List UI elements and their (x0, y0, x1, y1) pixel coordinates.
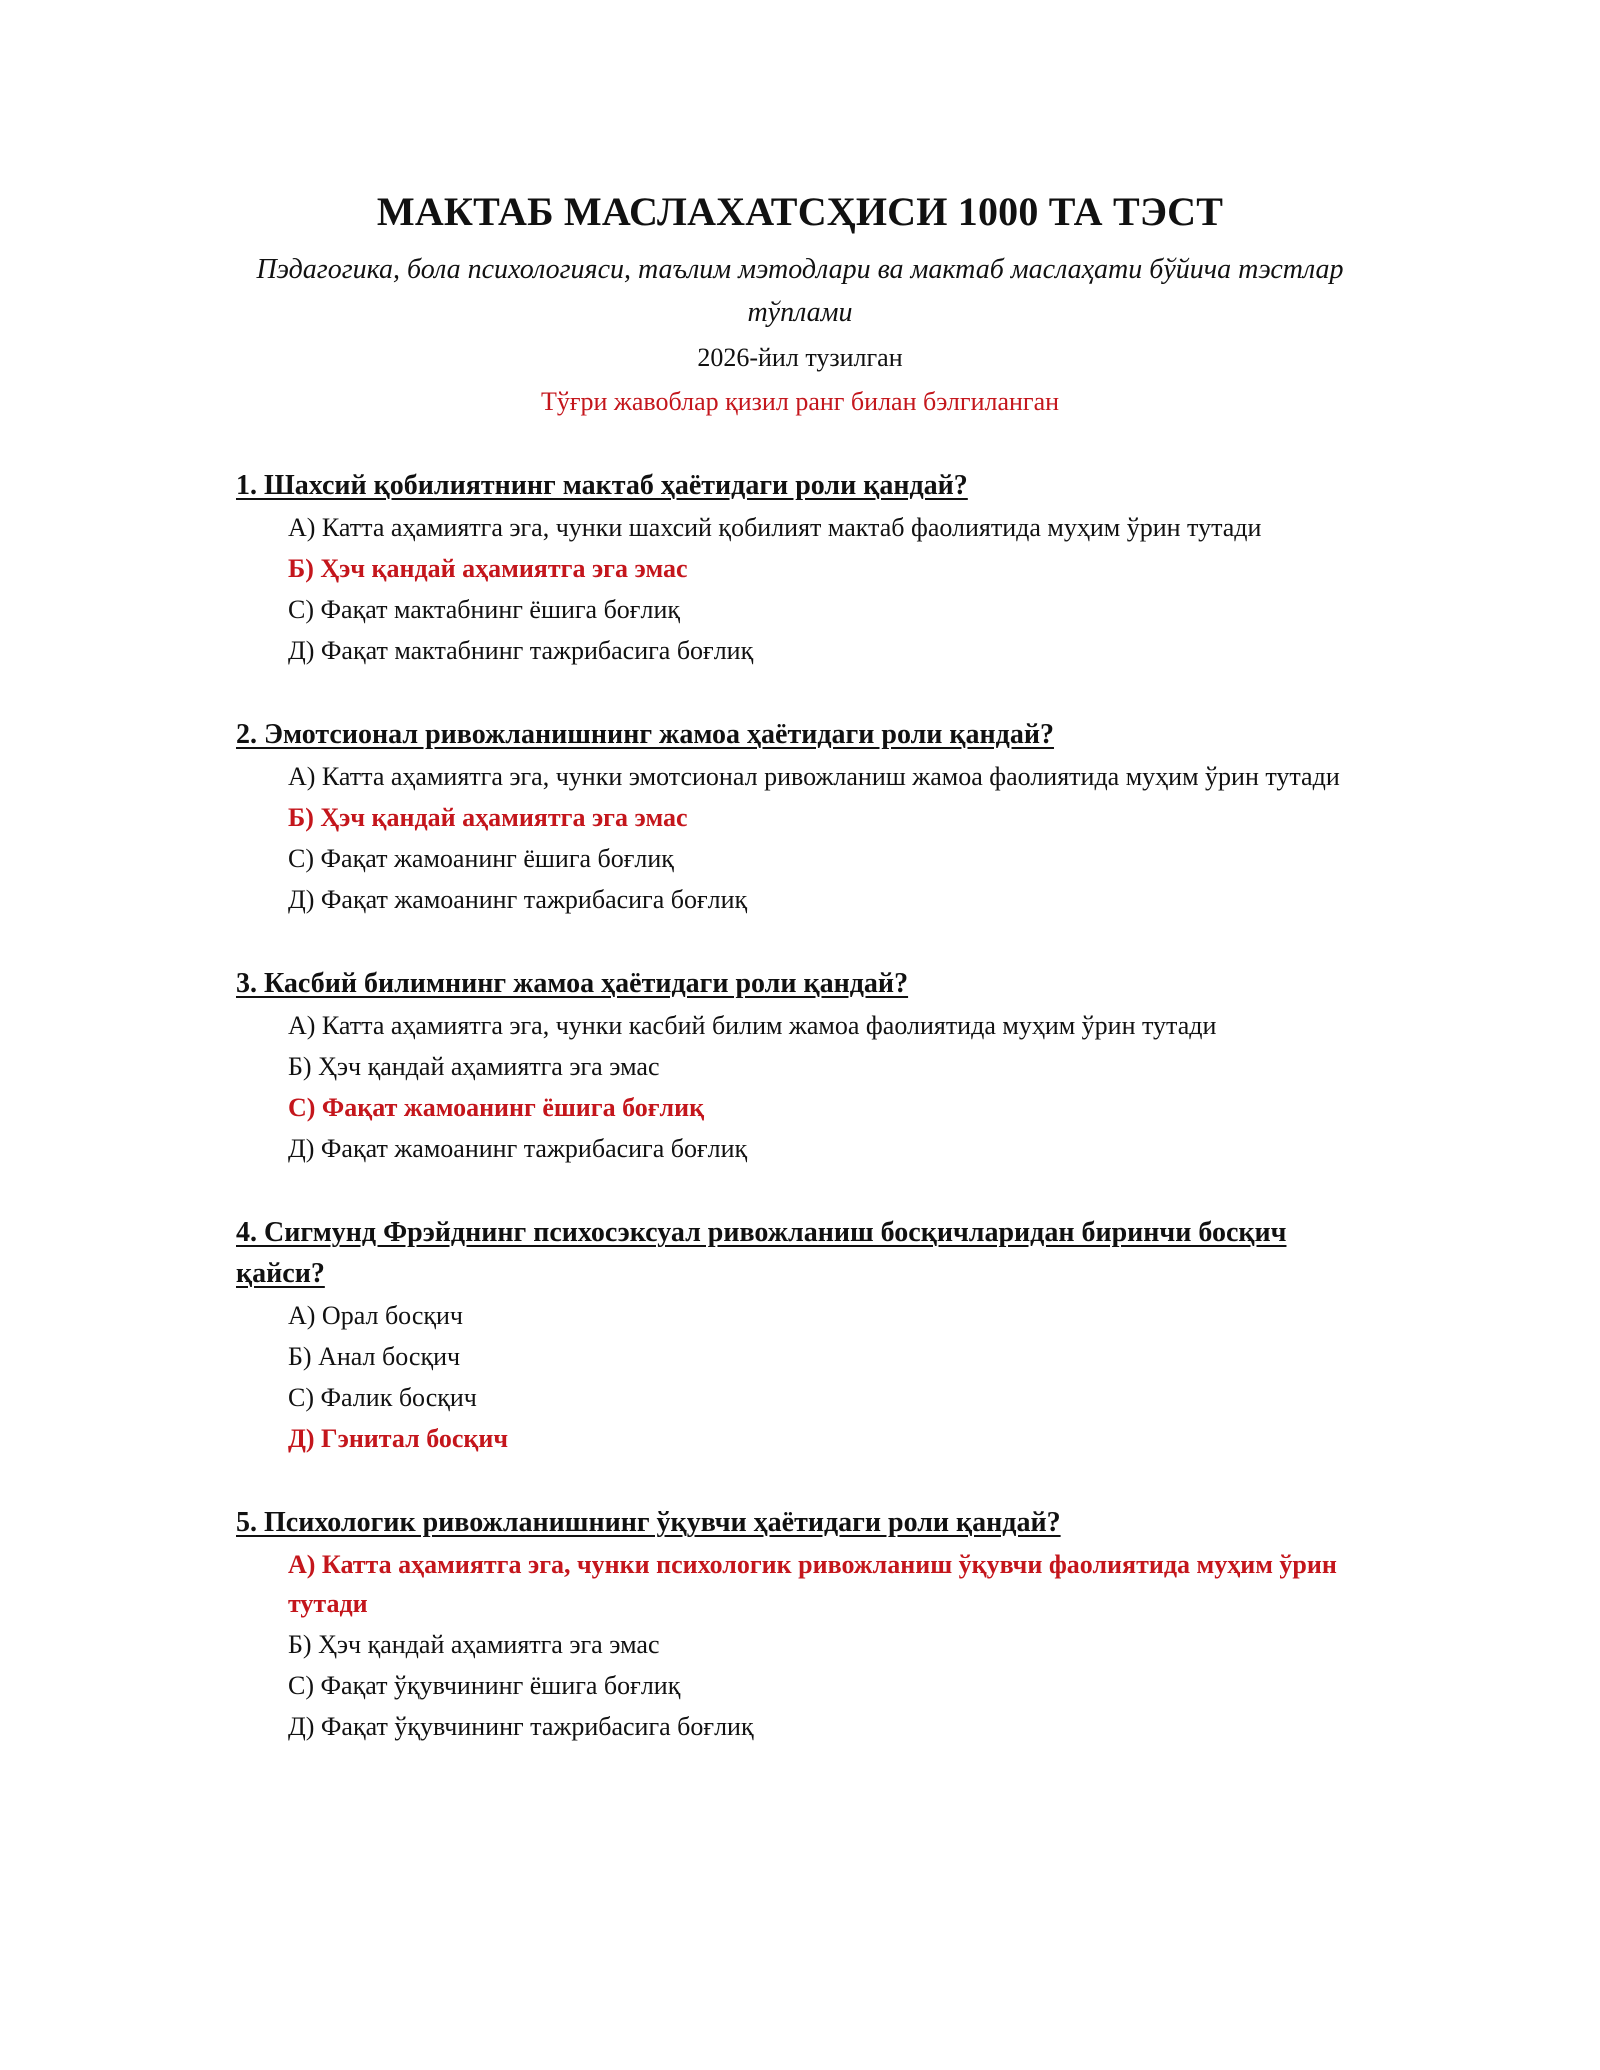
answer-option-a: А) Орал босқич (288, 1301, 463, 1330)
question-4 (236, 1212, 1396, 1458)
answer-option-d: Д) Фақат мактабнинг тажрибасига боғлиқ (288, 636, 754, 665)
question-2 (236, 714, 1396, 919)
answer-option-a-correct: А) Катта аҳамиятга эга, чунки психологик ривожланиш ўқувчи фаолиятида муҳим ўрин тутади (288, 1550, 1337, 1618)
answer-option-a: А) Катта аҳамиятга эга, чунки шахсий қобилият мактаб фаолиятида муҳим ўрин тутади (288, 513, 1262, 542)
answer-option-d: Д) Фақат жамоанинг тажрибасига боғлиқ (288, 1134, 748, 1163)
question-list (236, 465, 1396, 1790)
answer-options (236, 1006, 1396, 1168)
question-1 (236, 465, 1396, 670)
answer-option-b-correct: Б) Ҳэч қандай аҳамиятга эга эмас (288, 554, 688, 583)
document-title: МАКТАБ МАСЛАХАТСҲИСИ 1000 ТА ТЭСТ (376, 189, 1224, 234)
question-text: 5. Психологик ривожланишнинг ўқувчи ҳаётидаги роли қандай? (236, 1507, 1061, 1538)
answer-option-d: Д) Фақат жамоанинг тажрибасига боғлиқ (288, 885, 748, 914)
answer-key-note: Тўғри жавоблар қизил ранг билан бэлгиланган (540, 387, 1060, 416)
question-text: 4. Сигмунд Фрэйднинг психосэксуал ривожланиш босқичларидан биринчи босқич қайси? (236, 1217, 1287, 1289)
answer-option-d: Д) Фақат ўқувчининг тажрибасига боғлиқ (288, 1712, 754, 1741)
compiled-year-note: 2026-йил тузилган (697, 343, 903, 372)
question-3 (236, 963, 1396, 1168)
answer-option-c: С) Фалик босқич (288, 1383, 477, 1412)
question-5 (236, 1502, 1396, 1746)
document-header (0, 182, 1600, 422)
answer-option-b: Б) Анал босқич (288, 1342, 461, 1371)
document-subtitle: Пэдагогика, бола психологияси, таълим мэтодлари ва мактаб маслаҳати бўйича тэстлар тўплами (256, 254, 1344, 328)
answer-options (236, 1296, 1396, 1458)
answer-option-b: Б) Ҳэч қандай аҳамиятга эга эмас (288, 1052, 660, 1081)
question-text: 3. Касбий билимнинг жамоа ҳаётидаги роли қандай? (236, 968, 909, 999)
answer-option-c: С) Фақат ўқувчининг ёшига боғлиқ (288, 1671, 681, 1700)
answer-option-b-correct: Б) Ҳэч қандай аҳамиятга эга эмас (288, 803, 688, 832)
answer-option-b: Б) Ҳэч қандай аҳамиятга эга эмас (288, 1630, 660, 1659)
answer-option-c-correct: С) Фақат жамоанинг ёшига боғлиқ (288, 1093, 705, 1122)
answer-option-c: С) Фақат жамоанинг ёшига боғлиқ (288, 844, 674, 873)
answer-option-a: А) Катта аҳамиятга эга, чунки эмотсионал ривожланиш жамоа фаолиятида муҳим ўрин тутади (288, 762, 1340, 791)
question-text: 1. Шахсий қобилиятнинг мактаб ҳаётидаги роли қандай? (236, 470, 968, 501)
answer-options (236, 1545, 1396, 1746)
question-text: 2. Эмотсионал ривожланишнинг жамоа ҳаётидаги роли қандай? (236, 719, 1054, 750)
answer-option-d-correct: Д) Гэнитал босқич (288, 1424, 509, 1453)
answer-option-a: А) Катта аҳамиятга эга, чунки касбий билим жамоа фаолиятида муҳим ўрин тутади (288, 1011, 1217, 1040)
answer-options (236, 508, 1396, 670)
answer-options (236, 757, 1396, 919)
answer-option-c: С) Фақат мактабнинг ёшига боғлиқ (288, 595, 680, 624)
